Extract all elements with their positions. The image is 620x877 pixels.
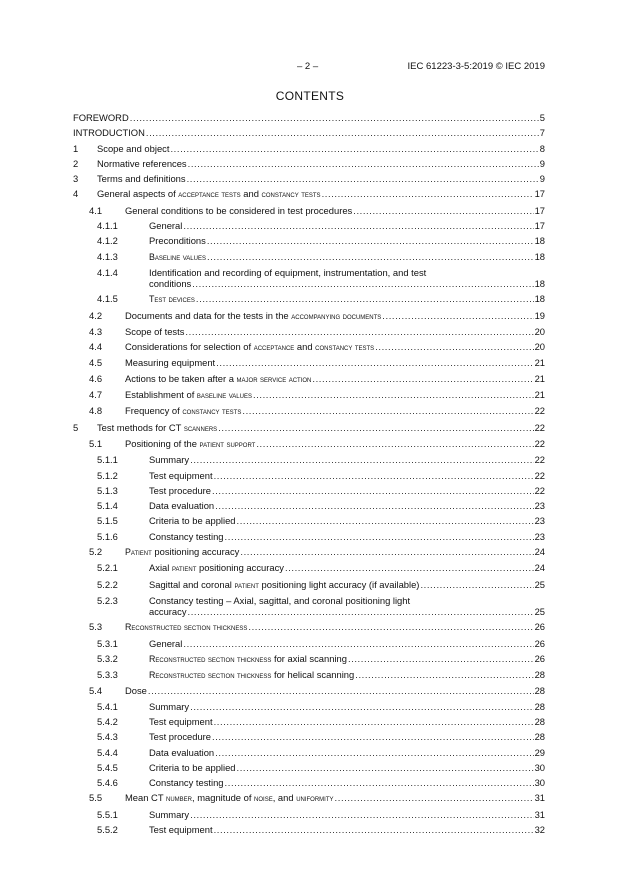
toc-entry-title-part: Mean CT [125, 792, 166, 804]
toc-entry[interactable] [73, 485, 545, 496]
toc-entry-page-number: 25 [534, 578, 545, 590]
dot-leader [207, 235, 534, 246]
dot-leader [420, 579, 533, 590]
toc-entry-number: 4.1.2 [97, 235, 118, 247]
toc-entry[interactable] [73, 792, 545, 804]
dot-leader [335, 792, 534, 803]
dot-leader [348, 653, 534, 664]
toc-entry-page-number: 21 [534, 372, 545, 384]
dot-leader [207, 251, 534, 262]
toc-entry[interactable] [73, 357, 545, 368]
toc-entry-title-part: constancy tests [182, 406, 242, 417]
toc-entry-title [149, 824, 213, 835]
toc-entry-page-number: 28 [534, 731, 545, 743]
toc-entry-title-part: Summary [149, 454, 190, 466]
dot-leader [146, 127, 539, 138]
toc-entry-title-part: major service action [236, 373, 312, 384]
toc-entry-title-part: positioning light accuracy (if available) [258, 578, 420, 590]
toc-entry[interactable] [73, 716, 545, 727]
toc-entry-title [149, 669, 354, 681]
toc-entry-title [149, 731, 211, 742]
toc-entry-page-number: 17 [534, 220, 545, 232]
toc-entry-number: 4.1.1 [97, 220, 118, 232]
toc-entry-page-number: 5 [539, 112, 545, 123]
toc-entry-title-part: acceptance tests [178, 189, 241, 200]
toc-entry-title [149, 638, 182, 649]
toc-entry-page-number: 23 [534, 500, 545, 512]
toc-entry-page-number: 17 [534, 188, 545, 200]
toc-entry-title [125, 405, 241, 417]
dot-leader [190, 701, 533, 712]
toc-entry-number: 5.1 [89, 437, 103, 449]
dot-leader [312, 373, 533, 384]
toc-entry-title [125, 205, 352, 216]
toc-entry[interactable] [73, 562, 545, 574]
toc-entry-title-part: for axial scanning [271, 652, 347, 664]
toc-entry-title-part: Documents and data for the tests in the [125, 309, 292, 321]
toc-entry-title-part: positioning accuracy [196, 562, 284, 574]
toc-entry-title-part: Patient [125, 547, 152, 558]
toc-entry-page-number: 20 [534, 341, 545, 353]
toc-entry-title [125, 389, 252, 401]
toc-entry[interactable] [73, 293, 545, 305]
toc-entry-title-part: Summary [149, 808, 190, 820]
toc-entry[interactable] [73, 470, 545, 481]
toc-entry[interactable] [73, 341, 545, 353]
toc-entry-page-number: 24 [534, 562, 545, 574]
dot-leader [192, 278, 533, 289]
toc-entry-page-number: 31 [534, 792, 545, 804]
toc-entry-number: 4.1.3 [97, 250, 118, 262]
toc-entry-title-part: Reconstructed section thickness [149, 653, 272, 664]
toc-entry-title-part: Scope and object [97, 142, 170, 154]
toc-entry-title [149, 235, 206, 246]
toc-entry-title [149, 515, 236, 526]
toc-entry-page-number: 18 [534, 235, 545, 247]
toc-entry-title [149, 531, 224, 542]
toc-entry-page-number: 29 [534, 746, 545, 758]
toc-entry-title-part: Reconstructed section thickness [149, 670, 272, 681]
standard-reference-header: IEC 61223-3-5:2019 © IEC 2019 [407, 61, 545, 72]
toc-entry-title-part: INTRODUCTION [73, 127, 145, 139]
toc-entry-number: 5.3.2 [97, 652, 118, 664]
toc-entry-number: 5.4.1 [97, 700, 118, 712]
toc-entry[interactable] [73, 579, 545, 591]
toc-entry-title [97, 158, 187, 169]
toc-entry-title-part: Sagittal and coronal [149, 578, 235, 590]
toc-entry-page-number: 28 [534, 715, 545, 727]
toc-entry-number: 4.1.5 [97, 293, 118, 305]
toc-entry[interactable] [73, 546, 545, 558]
toc-entry[interactable] [73, 310, 545, 322]
toc-entry-page-number: 22 [534, 484, 545, 496]
toc-entry-number: 4.3 [89, 325, 103, 337]
toc-entry[interactable] [73, 777, 545, 788]
toc-entry-title [149, 500, 214, 511]
toc-entry-title-part: Criteria to be applied [149, 515, 236, 527]
toc-entry-page-number: 28 [534, 669, 545, 681]
toc-entry-title-part: scanners [183, 422, 218, 433]
toc-entry-title-part: , and [272, 792, 297, 804]
toc-entry-number: 2 [73, 157, 79, 169]
toc-entry-title [125, 326, 184, 337]
toc-entry-number: 5.4.4 [97, 746, 118, 758]
toc-entry-title-part: Data evaluation [149, 500, 215, 512]
toc-entry-page-number: 22 [534, 469, 545, 481]
toc-entry-title-part: Measuring equipment [125, 357, 216, 369]
toc-entry-number: 5.2 [89, 546, 103, 558]
toc-entry-number: 4.1.4 [97, 266, 118, 278]
toc-entry-number: 4.2 [89, 309, 103, 321]
toc-entry-number: 5 [73, 421, 79, 433]
toc-entry-number: 5.1.5 [97, 515, 118, 527]
toc-entry-title-part: accuracy [149, 605, 187, 617]
toc-entry-title-line: Constancy testing – Axial, sagittal, and coronal positioning light [149, 594, 411, 606]
toc-entry-title-part: , magnitude of [192, 792, 255, 804]
toc-entry[interactable] [73, 454, 545, 465]
toc-entry-title-part: constancy tests [261, 189, 321, 200]
toc-entry-title-part: number [166, 793, 193, 804]
toc-entry-title-part: acceptance [253, 342, 295, 353]
toc-entry-number: 5.3 [89, 621, 103, 633]
dot-leader [256, 438, 533, 449]
toc-entry[interactable] [73, 389, 545, 401]
toc-entry-page-number: 21 [534, 389, 545, 401]
toc-entry-title-part: Test equipment [149, 469, 213, 481]
page-title: CONTENTS [275, 89, 345, 103]
toc-entry-title [125, 546, 239, 558]
toc-entry-page-number: 30 [534, 777, 545, 789]
toc-entry-title-part: baseline values [196, 390, 252, 401]
toc-entry-page-number: 26 [534, 621, 545, 633]
dot-leader [212, 485, 534, 496]
toc-entry-title [149, 747, 214, 758]
toc-entry-title-part: Scope of tests [125, 325, 185, 337]
toc-entry-title-part: Preconditions [149, 235, 206, 247]
toc-entry-title-part: Constancy testing [149, 530, 224, 542]
toc-entry-title-part: Establishment of [125, 389, 197, 401]
toc-entry-title-part: Test procedure [149, 484, 212, 496]
toc-entry-number: 5.5.2 [97, 824, 118, 836]
toc-entry-number: 1 [73, 142, 79, 154]
toc-entry-title [149, 562, 284, 574]
toc-entry-title [149, 762, 236, 773]
toc-entry-number: 5.2.1 [97, 562, 118, 574]
toc-entry-title-part: General [149, 220, 183, 232]
toc-entry-title-part: uniformity [296, 793, 334, 804]
toc-entry[interactable] [73, 373, 545, 385]
toc-entry[interactable] [73, 158, 545, 169]
toc-entry-title [149, 701, 189, 712]
toc-entry-title [125, 373, 311, 385]
dot-leader [188, 606, 534, 617]
toc-entry[interactable] [73, 173, 545, 184]
toc-entry-title-part: patient [234, 579, 259, 590]
dot-leader [215, 500, 533, 511]
toc-entry-page-number: 25 [534, 605, 545, 617]
toc-entry-title [125, 438, 255, 450]
toc-entry-title [149, 454, 189, 465]
toc-entry-title-part: Test devices [149, 294, 195, 305]
toc-entry-number: 4.4 [89, 341, 103, 353]
toc-entry-page-number: 18 [534, 277, 545, 289]
toc-entry-page-number: 22 [534, 421, 545, 433]
toc-entry-title [149, 606, 187, 617]
toc-entry-title [125, 685, 147, 696]
dot-leader [237, 762, 534, 773]
toc-entry-page-number: 30 [534, 761, 545, 773]
toc-entry[interactable] [73, 112, 545, 123]
toc-entry-title-part: Test equipment [149, 824, 213, 836]
toc-entry[interactable] [73, 500, 545, 511]
toc-entry-title-part: Frequency of [125, 405, 183, 417]
toc-entry-title-part: Terms and definitions [97, 173, 186, 185]
toc-entry[interactable] [73, 143, 545, 154]
toc-entry-title-part: FOREWORD [73, 112, 129, 123]
toc-entry-number: 5.4.5 [97, 761, 118, 773]
toc-entry-title-part: conditions [149, 277, 192, 289]
dot-leader [218, 422, 533, 433]
toc-entry-title-part: Considerations for selection of [125, 341, 254, 353]
toc-entry[interactable] [73, 438, 545, 450]
toc-entry-title-part: constancy tests [315, 342, 375, 353]
toc-entry-page-number: 23 [534, 530, 545, 542]
toc-entry-title-part: accompanying documents [291, 310, 382, 321]
toc-entry-page-number: 22 [534, 454, 545, 466]
dot-leader [253, 389, 534, 400]
toc-entry-title [125, 310, 381, 322]
toc-entry-page-number: 7 [539, 127, 545, 139]
dot-leader [216, 357, 533, 368]
toc-entry-title [149, 293, 195, 305]
toc-entry[interactable] [73, 809, 545, 820]
toc-entry[interactable] [73, 188, 545, 200]
toc-entry-title-part: Test procedure [149, 731, 212, 743]
toc-entry-title-part: Normative references [97, 157, 187, 169]
toc-entry-number: 5.1.2 [97, 469, 118, 481]
toc-entry-number: 5.1.3 [97, 484, 118, 496]
toc-entry-title [97, 188, 321, 200]
toc-entry-number: 5.1.1 [97, 454, 118, 466]
toc-entry-number: 5.4.2 [97, 715, 118, 727]
toc-entry-number: 5.5 [89, 792, 103, 804]
dot-leader [185, 326, 533, 337]
toc-entry-title-part: and [240, 188, 262, 200]
toc-entry-page-number: 18 [534, 293, 545, 305]
toc-entry-title-part: and [294, 341, 316, 353]
dot-leader [212, 731, 534, 742]
dot-leader [322, 188, 534, 199]
dot-leader [225, 531, 534, 542]
dot-leader [130, 112, 539, 123]
toc-entry-title [125, 357, 215, 368]
toc-entry-title-part: Positioning of the [125, 437, 200, 449]
toc-entry-number: 5.3.3 [97, 669, 118, 681]
dot-leader [237, 515, 534, 526]
toc-entry-title-part: Baseline values [149, 251, 206, 262]
dot-leader [248, 621, 533, 632]
toc-entry-number: 5.5.1 [97, 808, 118, 820]
dot-leader [382, 310, 533, 321]
dot-leader [214, 824, 534, 835]
toc-entry[interactable] [73, 326, 545, 337]
toc-entry-title [149, 251, 206, 263]
toc-entry-number: 4.6 [89, 372, 103, 384]
toc-entry[interactable] [73, 405, 545, 417]
toc-entry-title-part: Test equipment [149, 715, 213, 727]
toc-entry-title [149, 579, 419, 591]
toc-entry-title [97, 173, 186, 184]
toc-entry-page-number: 26 [534, 637, 545, 649]
toc-entry[interactable] [73, 595, 545, 617]
toc-entry[interactable] [73, 515, 545, 526]
toc-entry-title [149, 653, 347, 665]
dot-leader [183, 638, 533, 649]
toc-entry[interactable] [73, 762, 545, 773]
toc-entry-title-part: General conditions to be considered in test procedures [125, 204, 353, 216]
toc-entry-title-part: Data evaluation [149, 746, 215, 758]
toc-entry-number: 3 [73, 173, 79, 185]
toc-entry-number: 5.4.3 [97, 731, 118, 743]
toc-entry-page-number: 32 [534, 824, 545, 836]
toc-entry-number: 5.2.3 [97, 594, 118, 606]
toc-entry-title-part: positioning accuracy [151, 546, 240, 558]
toc-entry[interactable] [73, 127, 545, 138]
toc-entry-title [125, 792, 334, 804]
page-number-header: – 2 – [297, 61, 319, 72]
toc-entry-page-number: 9 [539, 173, 545, 185]
dot-leader [187, 173, 539, 184]
toc-entry[interactable] [73, 531, 545, 542]
dot-leader [148, 685, 534, 696]
dot-leader [215, 747, 533, 758]
toc-entry[interactable] [73, 669, 545, 681]
dot-leader [188, 158, 539, 169]
toc-entry-page-number: 22 [534, 437, 545, 449]
toc-entry-title-part: Actions to be taken after a [125, 372, 237, 384]
toc-entry[interactable] [73, 824, 545, 835]
table-of-contents [73, 112, 545, 839]
toc-entry-page-number: 9 [539, 157, 545, 169]
toc-entry-number: 5.4.6 [97, 777, 118, 789]
toc-entry-title-part: Test methods for CT [97, 421, 184, 433]
toc-entry-number: 4.7 [89, 389, 103, 401]
toc-entry-number: 5.4 [89, 685, 103, 697]
toc-entry-page-number: 24 [534, 546, 545, 558]
dot-leader [214, 470, 534, 481]
toc-entry-title-part: for helical scanning [271, 669, 355, 681]
toc-entry-page-number: 22 [534, 405, 545, 417]
toc-entry-page-number: 28 [534, 700, 545, 712]
dot-leader [214, 716, 534, 727]
toc-entry-page-number: 17 [534, 204, 545, 216]
toc-entry-number: 4.1 [89, 204, 103, 216]
toc-entry-title-part: Criteria to be applied [149, 761, 236, 773]
toc-entry[interactable] [73, 267, 545, 289]
toc-entry[interactable] [73, 251, 545, 263]
toc-entry-page-number: 28 [534, 685, 545, 697]
toc-entry-title [149, 716, 213, 727]
toc-entry-number: 4.5 [89, 357, 103, 369]
toc-entry-title-part: patient [171, 563, 197, 574]
toc-entry-title [149, 278, 191, 289]
toc-entry[interactable] [73, 731, 545, 742]
toc-entry[interactable] [73, 638, 545, 649]
toc-entry-title-part: noise [254, 793, 273, 804]
dot-leader [240, 546, 533, 557]
toc-entry-title-part: Dose [125, 685, 147, 697]
dot-leader [353, 205, 533, 216]
toc-entry-title [149, 220, 182, 231]
toc-entry-title [149, 485, 211, 496]
toc-entry-number: 5.2.2 [97, 578, 118, 590]
dot-leader [355, 669, 533, 680]
toc-entry-number: 4 [73, 188, 79, 200]
toc-entry[interactable] [73, 422, 545, 434]
toc-entry-title-line: Identification and recording of equipment, instrumentation, and test [149, 266, 427, 278]
toc-entry[interactable] [73, 621, 545, 633]
dot-leader [375, 341, 533, 352]
toc-entry-title [125, 341, 374, 353]
toc-entry-page-number: 26 [534, 652, 545, 664]
toc-entry-title-part: patient support [199, 438, 256, 449]
dot-leader [183, 220, 533, 231]
toc-entry-page-number: 8 [539, 142, 545, 154]
toc-entry-title [125, 621, 247, 633]
toc-entry-title-part: Summary [149, 700, 190, 712]
toc-entry-title [97, 143, 169, 154]
dot-leader [190, 454, 533, 465]
toc-entry-title [149, 777, 224, 788]
dot-leader [170, 143, 538, 154]
toc-entry-number: 5.3.1 [97, 637, 118, 649]
toc-entry-title-part: Reconstructed section thickness [125, 622, 248, 633]
toc-entry-title-part: General aspects of [97, 188, 179, 200]
toc-entry[interactable] [73, 747, 545, 758]
toc-entry-page-number: 18 [534, 250, 545, 262]
toc-entry-page-number: 31 [534, 808, 545, 820]
toc-entry-page-number: 23 [534, 515, 545, 527]
toc-entry[interactable] [73, 653, 545, 665]
toc-entry-title-part: General [149, 637, 183, 649]
toc-entry-page-number: 20 [534, 325, 545, 337]
toc-entry[interactable] [73, 685, 545, 696]
toc-entry-title [73, 127, 145, 138]
toc-entry-number: 4.8 [89, 405, 103, 417]
toc-entry-number: 5.1.4 [97, 500, 118, 512]
toc-entry-title [97, 422, 217, 434]
toc-entry-number: 5.1.6 [97, 530, 118, 542]
toc-entry[interactable] [73, 701, 545, 712]
toc-entry[interactable] [73, 205, 545, 216]
toc-entry[interactable] [73, 220, 545, 231]
toc-entry-title [149, 809, 189, 820]
dot-leader [196, 293, 534, 304]
dot-leader [225, 777, 534, 788]
toc-entry-page-number: 21 [534, 357, 545, 369]
dot-leader [242, 405, 533, 416]
dot-leader [285, 562, 534, 573]
toc-entry[interactable] [73, 235, 545, 246]
toc-entry-page-number: 19 [534, 309, 545, 321]
dot-leader [190, 809, 533, 820]
toc-entry-title [73, 112, 129, 123]
toc-entry-title-part: Axial [149, 562, 172, 574]
toc-entry-title-part: Constancy testing [149, 777, 224, 789]
toc-entry-title [149, 470, 213, 481]
